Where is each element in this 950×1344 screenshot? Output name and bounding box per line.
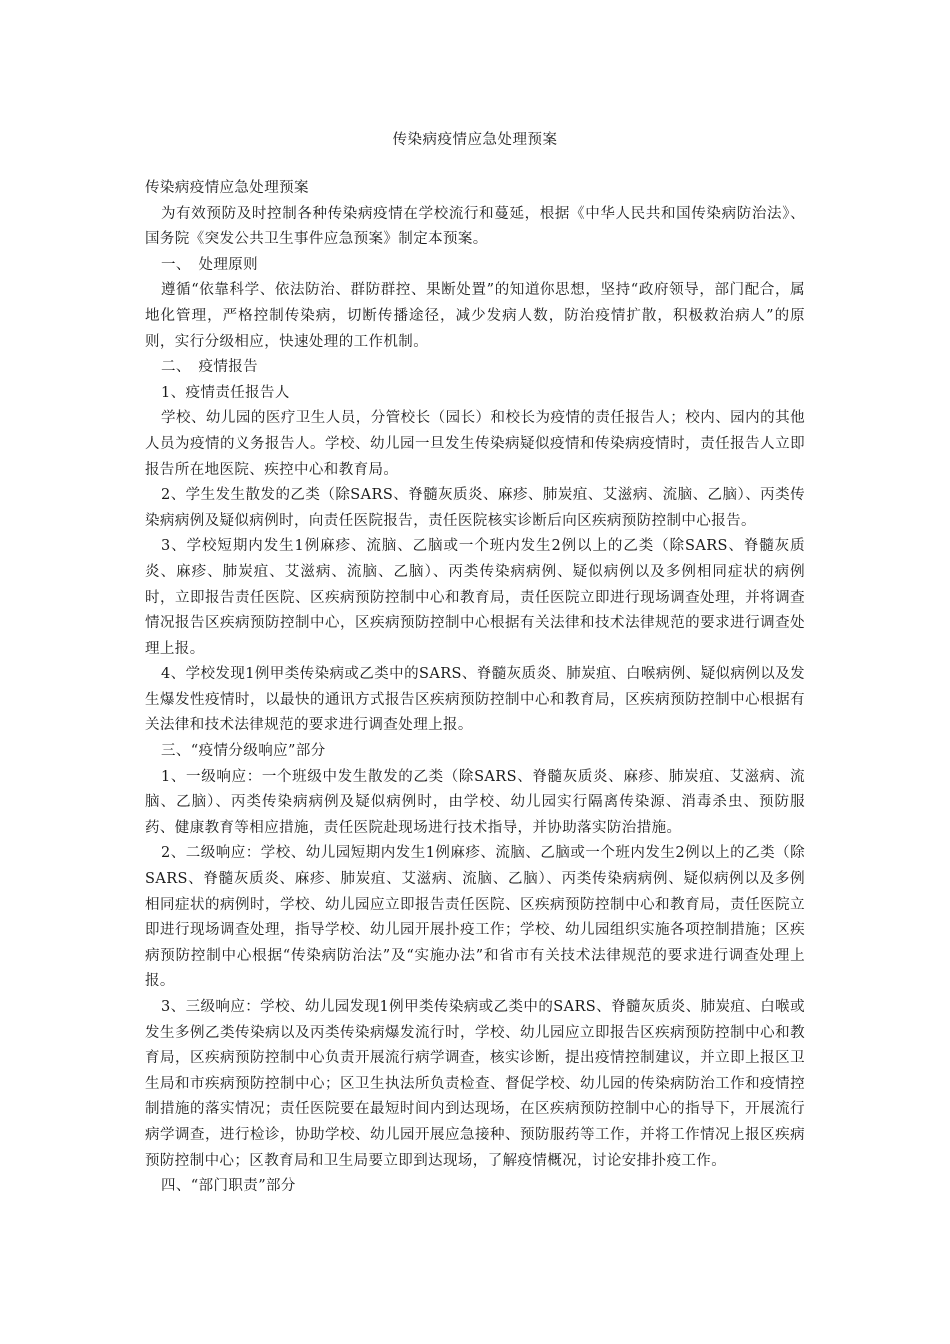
section-heading-principles: 一、 处理原则 [161, 256, 259, 273]
section-heading-duties: 四、“部门职责”部分 [161, 1178, 296, 1195]
response-level-2: 2、二级响应：学校、幼儿园短期内发生1例麻疹、流脑、乙脑或一个班内发生2例以上的乙类（除SARS、脊髓灰质炎、麻疹、肺炭疽、艾滋病、流脑、乙脑）、丙类传染病病例、疑似病例以及多例相同症状的病例时，学校、幼儿园应立即报告责任医院、区疾病预防控制中心和教育局，责任医院立即进行现场调查处理，指导学校、幼儿园开展扑疫工作；学校、幼儿园组织实施各项控制措施；区疾病预防控制中心根据“传染病防治法”及“实施办法”和省市有关技术法律规范的要求进行调查处理上报。 [145, 845, 805, 990]
report-item-4: 4、学校发现1例甲类传染病或乙类中的SARS、脊髓灰质炎、肺炭疽、白喉病例、疑似病例以及发生爆发性疫情时，以最快的通讯方式报告区疾病预防控制中心和教育局，区疾病预防控制中心根据有关法律和技术法律规范的要求进行调查处理上报。 [145, 666, 805, 734]
response-level-3: 3、三级响应：学校、幼儿园发现1例甲类传染病或乙类中的SARS、脊髓灰质炎、肺炭疽、白喉或发生多例乙类传染病以及丙类传染病爆发流行时，学校、幼儿园应立即报告区疾病预防控制中心和教育局，区疾病预防控制中心负责开展流行病学调查，核实诊断，提出疫情控制建议，并立即上报区卫生局和市疾病预防控制中心；区卫生执法所负责检查、督促学校、幼儿园的传染病防治工作和疫情控制措施的落实情况；责任医院要在最短时间内到达现场，在区疾病预防控制中心的指导下，开展流行病学调查，进行检诊，协助学校、幼儿园开展应急接种、预防服药等工作，并将工作情况上报区疾病预防控制中心；区教育局和卫生局要立即到达现场，了解疫情概况，讨论安排扑疫工作。 [145, 999, 805, 1169]
report-item-2: 2、学生发生散发的乙类（除SARS、脊髓灰质炎、麻疹、肺炭疽、艾滋病、流脑、乙脑）、丙类传染病病例及疑似病例时，向责任医院报告，责任医院核实诊断后向区疾病预防控制中心报告。 [145, 487, 805, 529]
reporter-paragraph: 学校、幼儿园的医疗卫生人员，分管校长（园长）和校长为疫情的责任报告人；校内、园内的其他人员为疫情的义务报告人。学校、幼儿园一旦发生传染病疑似疫情和传染病疫情时，责任报告人立即报告所在地医院、疾控中心和教育局。 [145, 410, 805, 478]
subtitle-line: 传染病疫情应急处理预案 [145, 180, 309, 196]
section-heading-report: 二、 疫情报告 [161, 359, 259, 376]
response-level-1: 1、一级响应：一个班级中发生散发的乙类（除SARS、脊髓灰质炎、麻疹、肺炭疽、艾滋病、流脑、乙脑）、丙类传染病病例及疑似病例时，由学校、幼儿园实行隔离传染源、消毒杀虫、预防服药、健康教育等相应措施，责任医院赴现场进行技术指导，并协助落实防治措施。 [145, 768, 805, 836]
report-item-3: 3、学校短期内发生1例麻疹、流脑、乙脑或一个班内发生2例以上的乙类（除SARS、脊髓灰质炎、麻疹、肺炭疽、艾滋病、流脑、乙脑）、丙类传染病病例、疑似病例以及多例相同症状的病例时，立即报告责任医院、区疾病预防控制中心和教育局，责任医院立即进行现场调查处理，并将调查情况报告区疾病预防控制中心，区疾病预防控制中心根据有关法律和技术法律规范的要求进行调查处理上报。 [145, 538, 805, 657]
principles-paragraph: 遵循“依靠科学、依法防治、群防群控、果断处置”的知道你思想，坚持“政府领导，部门配合，属地化管理，严格控制传染病，切断传播途径，减少发病人数，防治疫情扩散，积极救治病人”的原则，实行分级相应，快速处理的工作机制。 [145, 282, 805, 350]
subsection-heading-reporter: 1、疫情责任报告人 [161, 384, 290, 401]
section-heading-response: 三、“疫情分级响应”部分 [161, 743, 326, 760]
document-title: 传染病疫情应急处理预案 [392, 132, 558, 148]
document-body [145, 176, 805, 1200]
intro-paragraph: 为有效预防及时控制各种传染病疫情在学校流行和蔓延，根据《中华人民共和国传染病防治法》、国务院《突发公共卫生事件应急预案》制定本预案。 [145, 205, 805, 248]
